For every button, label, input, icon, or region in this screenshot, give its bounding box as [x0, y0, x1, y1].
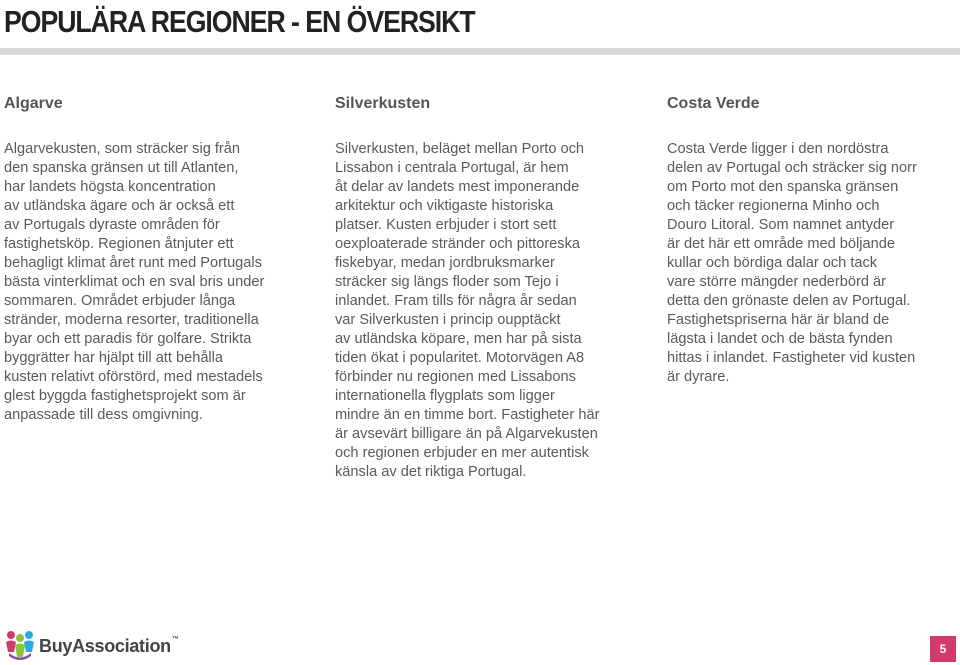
- region-column-silverkusten: [335, 94, 625, 482]
- region-heading: Costa Verde: [667, 95, 760, 112]
- title-divider: [0, 48, 960, 55]
- region-column-algarve: [4, 94, 294, 425]
- buyassociation-logo-icon: [3, 630, 37, 662]
- region-text: Costa Verde ligger i den nordöstra delen av Portugal och sträcker sig norr om Porto mot den spanska gränsen och täcker regionerna Minho och Douro Litoral. Som namnet antyder är det här ett område med böljande kullar och bördiga dalar och tack vare större mängder nederbörd är detta den grönaste delen av Portugal. Fastighetspriserna här är bland de lägsta i landet och de bästa fynden hittas i inlandet. Fastigheter vid kusten är dyrare.: [667, 141, 917, 385]
- page-title: POPULÄRA REGIONER - EN ÖVERSIKT: [4, 4, 475, 39]
- page-number-badge: 5: [930, 636, 956, 662]
- region-text: Silverkusten, beläget mellan Porto och Lissabon i centrala Portugal, är hem åt delar av landets mest imponerande arkitektur och viktigaste historiska platser. Kusten erbjuder i stort sett oexploaterade stränder och pittoreska fiskebyar, medan jordbruksmarker sträcker sig längs floder som Tejo i inlandet. Fram tills för några år sedan var Silverkusten i princip oupptäckt av utländska köpare, men har på sista tiden ökat i popularitet. Motorvägen A8 förbinder nu regionen med Lissabons internationella flygplats som ligger mindre än en timme bort. Fastigheter här är avsevärt billigare än på Algarvekusten och regionen erbjuder en mer autentisk känsla av det riktiga Portugal.: [335, 141, 600, 480]
- region-heading: Algarve: [4, 95, 63, 112]
- brand-name: BuyAssociation™: [39, 635, 179, 656]
- region-column-costa-verde: [667, 94, 957, 387]
- region-text: Algarvekusten, som sträcker sig från den spanska gränsen ut till Atlanten, har landets högsta koncentration av utländska ägare och är också ett av Portugals dyraste områden för fastighetsköp. Regionen åtnjuter ett behagligt klimat året runt med Portugals bästa vinterklimat och en sval bris under sommaren. Området erbjuder långa stränder, moderna resorter, traditionella byar och ett paradis för golfare. Strikta byggrätter har hjälpt till att behålla kusten relativt oförstörd, med mestadels glest byggda fastighetsprojekt som är anpassade till dess omgivning.: [4, 141, 265, 423]
- brand-logo: [3, 630, 179, 662]
- region-heading: Silverkusten: [335, 95, 431, 112]
